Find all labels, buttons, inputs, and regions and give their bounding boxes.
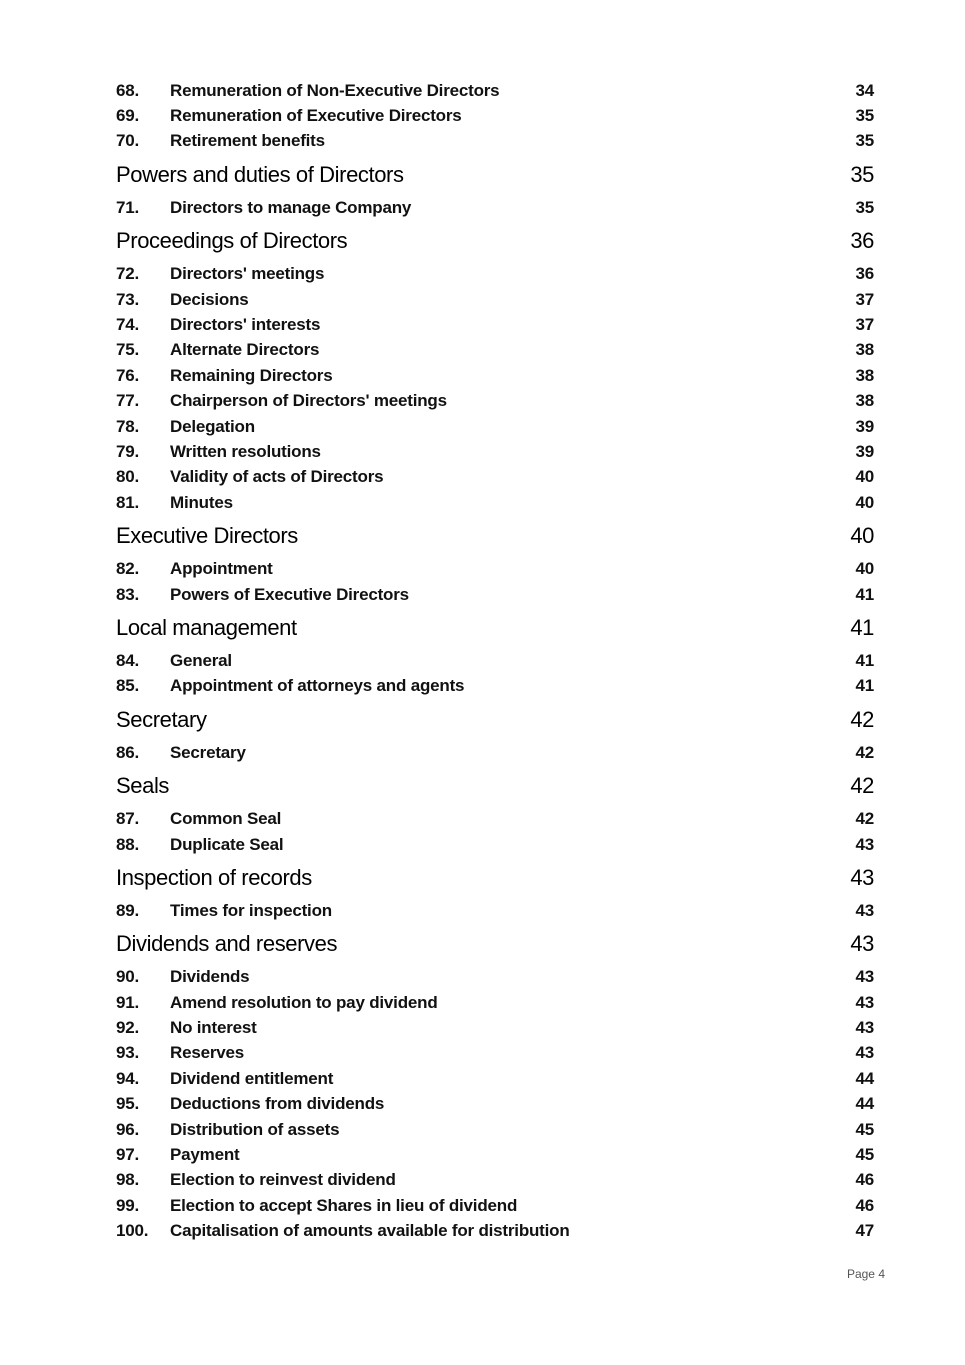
toc-entry[interactable]	[116, 129, 874, 154]
toc-section-heading[interactable]	[116, 607, 874, 648]
toc-entry-title: Remuneration of Non-Executive Directors	[170, 80, 500, 100]
toc-entry-number: 83.	[116, 584, 140, 604]
toc-entry[interactable]	[116, 1066, 874, 1091]
toc-entry-number: 79.	[116, 441, 140, 461]
toc-entry-number: 100.	[116, 1221, 149, 1241]
toc-entry-title: Dividends	[170, 967, 250, 987]
toc-entry[interactable]	[116, 490, 874, 515]
toc-entry-title: Reserves	[170, 1043, 245, 1063]
toc-entry-page: 44	[855, 1094, 874, 1114]
toc-entry-page: 43	[855, 900, 874, 920]
toc-entry[interactable]	[116, 898, 874, 923]
toc-entry-title: Duplicate Seal	[170, 834, 284, 854]
toc-entry-page: 42	[855, 742, 874, 762]
toc-entry-number: 78.	[116, 416, 140, 436]
toc-entry-title: Directors' meetings	[170, 264, 325, 284]
toc-entry-number: 80.	[116, 467, 140, 487]
toc-section-page: 43	[850, 931, 874, 957]
toc-entry-number: 89.	[116, 900, 140, 920]
toc-entry-title: General	[170, 650, 232, 670]
toc-entry-title: Powers of Executive Directors	[170, 584, 409, 604]
toc-entry-number: 98.	[116, 1170, 140, 1190]
toc-entry-number: 94.	[116, 1068, 140, 1088]
toc-entry-title: Secretary	[170, 742, 246, 762]
toc-entry-page: 41	[855, 650, 874, 670]
toc-section-page: 40	[850, 522, 874, 548]
toc-entry-page: 41	[855, 676, 874, 696]
toc-entry-number: 97.	[116, 1145, 140, 1165]
toc-entry[interactable]	[116, 1041, 874, 1066]
toc-entry-title: Appointment of attorneys and agents	[170, 676, 465, 696]
toc-entry[interactable]	[116, 1092, 874, 1117]
toc-entry[interactable]	[116, 1015, 874, 1040]
toc-entry[interactable]	[116, 414, 874, 439]
toc-entry[interactable]	[116, 806, 874, 831]
toc-entry-page: 42	[855, 809, 874, 829]
toc-entry-number: 75.	[116, 340, 140, 360]
toc-entry-page: 39	[855, 416, 874, 436]
toc-entry-title: Amend resolution to pay dividend	[170, 992, 438, 1012]
toc-entry-title: Appointment	[170, 559, 273, 579]
toc-entry[interactable]	[116, 990, 874, 1015]
toc-entry-title: Distribution of assets	[170, 1119, 340, 1139]
toc-entry-title: Dividend entitlement	[170, 1068, 334, 1088]
toc-entry-title: Remaining Directors	[170, 365, 333, 385]
toc-entry-number: 85.	[116, 676, 140, 696]
page-number-footer: Page 4	[846, 1267, 885, 1281]
toc-entry-page: 39	[855, 441, 874, 461]
toc-entry-number: 77.	[116, 391, 140, 411]
toc-entry-title: Chairperson of Directors' meetings	[170, 391, 447, 411]
toc-entry-page: 43	[855, 1018, 874, 1038]
toc-entry-title: Written resolutions	[170, 441, 321, 461]
toc-entry-number: 87.	[116, 809, 140, 829]
toc-section-page: 35	[850, 161, 874, 187]
toc-section-heading[interactable]	[116, 515, 874, 556]
toc-entry[interactable]	[116, 1142, 874, 1167]
toc-entry[interactable]	[116, 287, 874, 312]
toc-entry-title: Retirement benefits	[170, 131, 325, 151]
toc-entry-page: 34	[855, 80, 874, 100]
toc-entry-title: Election to reinvest dividend	[170, 1170, 396, 1190]
toc-entry[interactable]	[116, 648, 874, 673]
toc-entry-page: 35	[855, 197, 874, 217]
toc-entry[interactable]	[116, 465, 874, 490]
toc-entry-page: 36	[855, 264, 874, 284]
toc-entry-page: 35	[855, 106, 874, 126]
toc-entry-page: 45	[855, 1145, 874, 1165]
toc-entry-title: Payment	[170, 1145, 240, 1165]
toc-entry-page: 35	[855, 131, 874, 151]
toc-entry-page: 43	[855, 992, 874, 1012]
toc-entry-page: 40	[855, 492, 874, 512]
toc-entry-title: Capitalisation of amounts available for distribution	[170, 1221, 570, 1241]
toc-entry-page: 41	[855, 584, 874, 604]
toc-section-page: 42	[850, 706, 874, 732]
toc-entry-title: Decisions	[170, 289, 249, 309]
toc-entry-page: 37	[855, 315, 874, 335]
toc-entry[interactable]	[116, 389, 874, 414]
toc-entry[interactable]	[116, 1193, 874, 1218]
toc-entry-number: 92.	[116, 1018, 140, 1038]
toc-entry[interactable]	[116, 740, 874, 765]
toc-entry-title: Deductions from dividends	[170, 1094, 385, 1114]
toc-entry-number: 86.	[116, 742, 140, 762]
toc-entry-page: 38	[855, 340, 874, 360]
toc-entry-title: Minutes	[170, 492, 233, 512]
toc-section-page: 42	[850, 772, 874, 798]
toc-section-title: Local management	[116, 614, 297, 640]
toc-entry-page: 46	[855, 1195, 874, 1215]
toc-entry-number: 88.	[116, 834, 140, 854]
toc-section-page: 36	[850, 228, 874, 254]
toc-entry-page: 38	[855, 365, 874, 385]
toc-entry-number: 84.	[116, 650, 140, 670]
toc-entry-number: 71.	[116, 197, 140, 217]
toc-section-heading[interactable]	[116, 154, 874, 195]
toc-entry[interactable]	[116, 103, 874, 128]
toc-entry-page: 40	[855, 467, 874, 487]
toc-entry[interactable]	[116, 1219, 874, 1244]
toc-entry[interactable]	[116, 363, 874, 388]
toc-entry-title: No interest	[170, 1018, 257, 1038]
toc-entry-number: 91.	[116, 992, 140, 1012]
toc-entry[interactable]	[116, 262, 874, 287]
toc-entry[interactable]	[116, 439, 874, 464]
toc-entry-title: Directors' interests	[170, 315, 321, 335]
table-of-contents	[116, 78, 874, 1244]
toc-entry-number: 90.	[116, 967, 140, 987]
toc-entry-page: 43	[855, 834, 874, 854]
toc-entry[interactable]	[116, 832, 874, 857]
toc-entry-number: 82.	[116, 559, 140, 579]
toc-entry-page: 44	[855, 1068, 874, 1088]
toc-entry-title: Remuneration of Executive Directors	[170, 106, 462, 126]
toc-section-heading[interactable]	[116, 765, 874, 806]
toc-entry[interactable]	[116, 338, 874, 363]
toc-entry-title: Times for inspection	[170, 900, 332, 920]
toc-section-page: 41	[850, 614, 874, 640]
toc-entry[interactable]	[116, 674, 874, 699]
toc-entry-number: 95.	[116, 1094, 140, 1114]
toc-entry-page: 47	[855, 1221, 874, 1241]
toc-section-title: Executive Directors	[116, 522, 298, 548]
toc-section-heading[interactable]	[116, 221, 874, 262]
toc-entry-page: 37	[855, 289, 874, 309]
toc-section-title: Dividends and reserves	[116, 931, 338, 957]
toc-entry-number: 93.	[116, 1043, 140, 1063]
toc-entry-number: 76.	[116, 365, 140, 385]
toc-section-heading[interactable]	[116, 924, 874, 965]
toc-entry-page: 45	[855, 1119, 874, 1139]
toc-entry-title: Election to accept Shares in lieu of dividend	[170, 1195, 518, 1215]
toc-entry-number: 68.	[116, 80, 140, 100]
toc-entry-number: 70.	[116, 131, 140, 151]
toc-entry-number: 73.	[116, 289, 140, 309]
toc-entry-page: 40	[855, 559, 874, 579]
toc-entry[interactable]	[116, 195, 874, 220]
toc-section-heading[interactable]	[116, 857, 874, 898]
toc-entry-page: 43	[855, 1043, 874, 1063]
toc-entry-page: 43	[855, 967, 874, 987]
toc-entry-title: Alternate Directors	[170, 340, 320, 360]
toc-entry[interactable]	[116, 965, 874, 990]
toc-entry-number: 69.	[116, 106, 140, 126]
toc-entry-number: 74.	[116, 315, 140, 335]
toc-entry-page: 46	[855, 1170, 874, 1190]
toc-entry-number: 96.	[116, 1119, 140, 1139]
toc-section-title: Inspection of records	[116, 864, 312, 890]
toc-entry[interactable]	[116, 556, 874, 581]
toc-entry-number: 81.	[116, 492, 140, 512]
toc-entry-title: Delegation	[170, 416, 255, 436]
toc-entry-title: Common Seal	[170, 809, 282, 829]
toc-section-title: Secretary	[116, 706, 207, 732]
toc-entry-page: 38	[855, 391, 874, 411]
toc-entry-number: 72.	[116, 264, 140, 284]
toc-section-title: Seals	[116, 772, 170, 798]
toc-entry-number: 99.	[116, 1195, 140, 1215]
toc-entry[interactable]	[116, 78, 874, 103]
toc-section-title: Powers and duties of Directors	[116, 161, 404, 187]
toc-section-title: Proceedings of Directors	[116, 228, 348, 254]
toc-entry[interactable]	[116, 1117, 874, 1142]
toc-section-page: 43	[850, 864, 874, 890]
toc-entry-title: Validity of acts of Directors	[170, 467, 384, 487]
toc-entry[interactable]	[116, 582, 874, 607]
toc-entry-title: Directors to manage Company	[170, 197, 412, 217]
toc-entry[interactable]	[116, 312, 874, 337]
toc-section-heading[interactable]	[116, 699, 874, 740]
toc-entry[interactable]	[116, 1168, 874, 1193]
